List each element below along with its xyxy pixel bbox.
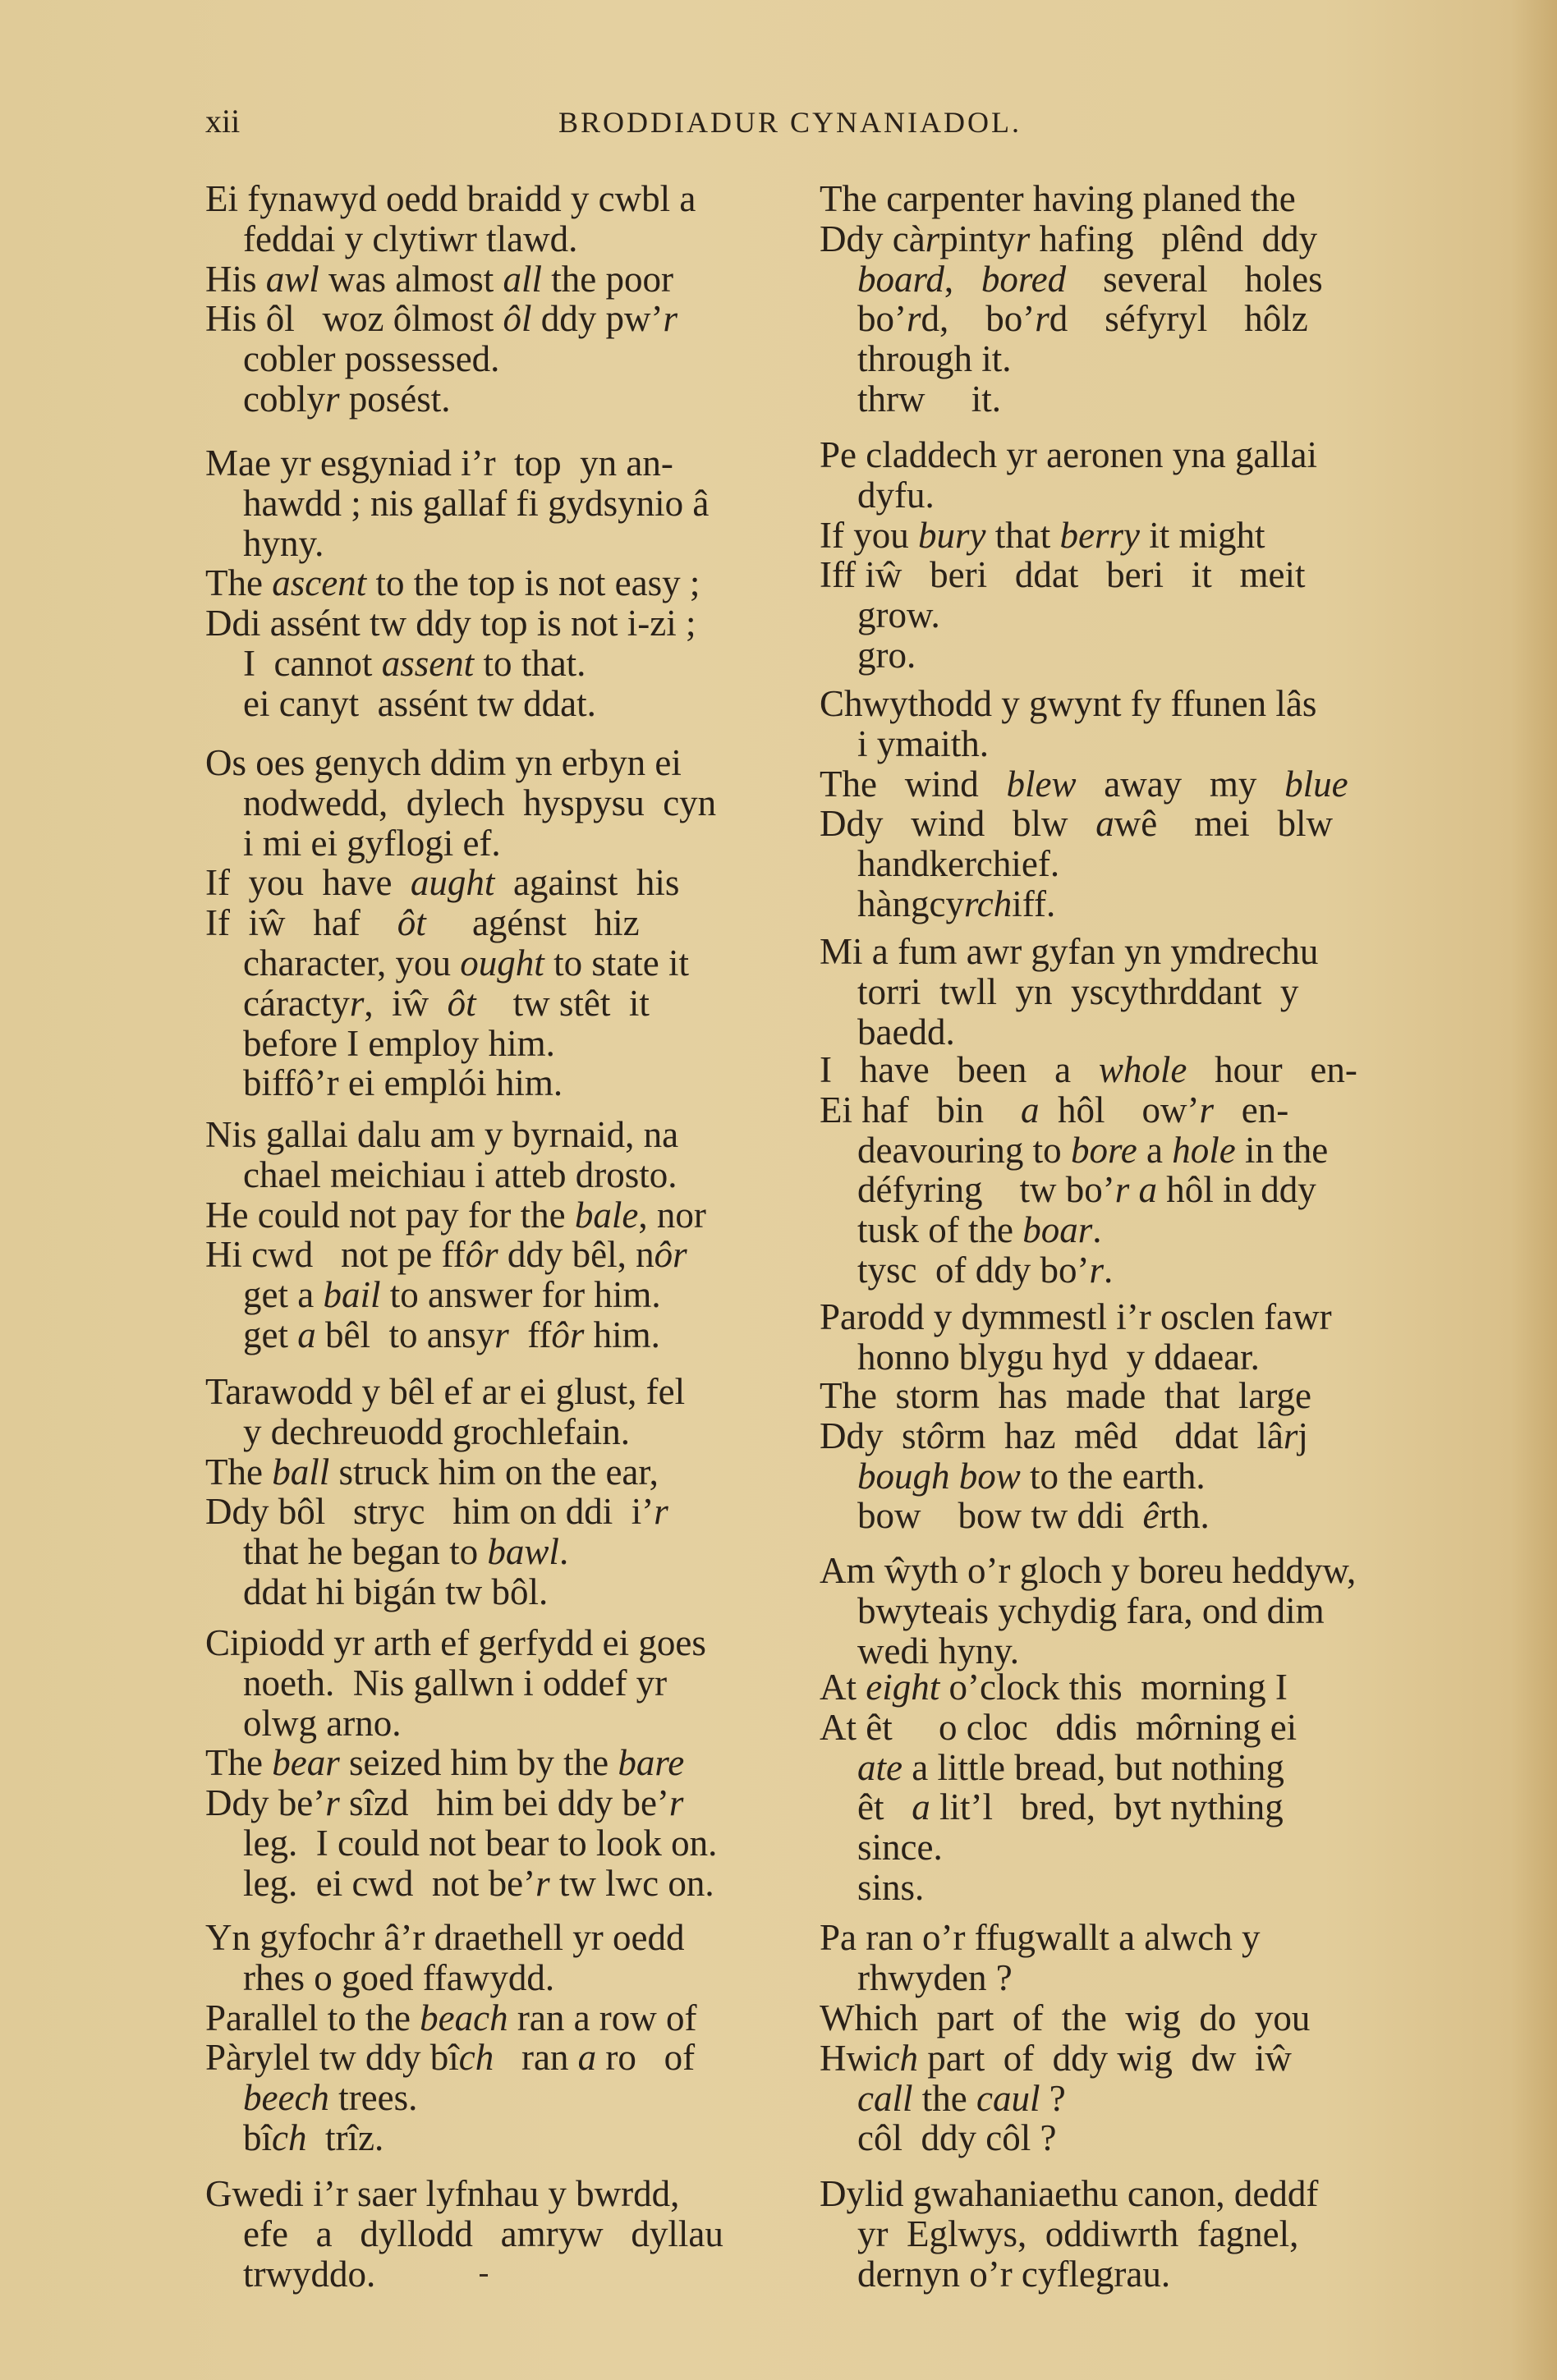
italic-text: ate bbox=[857, 1746, 903, 1788]
entry-block bbox=[820, 684, 1431, 924]
entry-block bbox=[820, 2174, 1431, 2294]
text-line: cobler possessed. bbox=[243, 338, 500, 380]
italic-text: r bbox=[663, 298, 678, 340]
text-line: Am ŵyth o’r gloch y boreu heddyw, bbox=[820, 1550, 1357, 1591]
text-line: since. bbox=[857, 1827, 943, 1869]
italic-text: blue bbox=[1284, 763, 1348, 805]
text-line: rhwyden ? bbox=[857, 1956, 1013, 1998]
italic-text: ô bbox=[926, 1415, 945, 1456]
italic-text: ôr bbox=[654, 1234, 687, 1276]
italic-text: r bbox=[535, 1862, 550, 1904]
text-line: cáractyr, iŵ ôt tw stêt it bbox=[243, 982, 650, 1024]
text-line: ei canyt assént tw ddat. bbox=[243, 682, 596, 724]
text-line: beech trees. bbox=[243, 2077, 418, 2119]
text-line: ate a little bread, but nothing bbox=[857, 1746, 1284, 1788]
italic-text: r bbox=[494, 1314, 509, 1355]
text-line: côl ddy côl ? bbox=[857, 2117, 1057, 2159]
text-line: chael meichiau i atteb drosto. bbox=[243, 1153, 677, 1195]
text-line: Ei fynawyd oedd braidd y cwbl a bbox=[205, 178, 696, 219]
italic-text: ôt bbox=[397, 902, 426, 944]
italic-text: r bbox=[907, 298, 921, 340]
text-line: Ddy càrpintyr hafing plênd ddy bbox=[820, 218, 1318, 259]
italic-text: r bbox=[324, 378, 340, 420]
text-line: feddai y clytiwr tlawd. bbox=[243, 218, 578, 259]
text-line: honno blygu hyd y ddaear. bbox=[857, 1336, 1260, 1378]
text-line: character, you ought to state it bbox=[243, 942, 690, 984]
text-line: baedd. bbox=[857, 1011, 955, 1052]
text-line: Hwich part of ddy wig dw iŵ bbox=[820, 2037, 1292, 2079]
text-line: i ymaith. bbox=[857, 722, 989, 764]
text-line: Mi a fum awr gyfan yn ymdrechu bbox=[820, 931, 1319, 972]
text-line: hyny. bbox=[243, 522, 324, 564]
text-line: Ddy wind blw awê mei blw bbox=[820, 803, 1333, 845]
italic-text: r bbox=[654, 1491, 668, 1533]
text-line: Pàrylel tw ddy bîch ran a ro of bbox=[205, 2037, 696, 2079]
text-line: défyring tw bo’r a hôl in ddy bbox=[857, 1169, 1316, 1211]
text-line: His awl was almost all the poor bbox=[205, 258, 674, 300]
text-line: before I employ him. bbox=[243, 1022, 555, 1064]
italic-text: board bbox=[857, 258, 944, 300]
entry-block bbox=[205, 1115, 813, 1355]
text-line: call the caul ? bbox=[857, 2077, 1066, 2119]
italic-text: ought bbox=[460, 942, 544, 984]
text-line: nodwedd, dylech hyspysu cyn bbox=[243, 782, 717, 823]
italic-text: ch bbox=[272, 2116, 307, 2158]
italic-text: beach bbox=[420, 1997, 508, 2038]
italic-text: r bbox=[1089, 1249, 1104, 1291]
text-line: Parodd y dymmestl i’r osclen fawr bbox=[820, 1296, 1332, 1337]
text-line: handkerchief. bbox=[857, 843, 1060, 885]
entry-block bbox=[820, 1297, 1431, 1378]
text-line: rhes o goed ffawydd. bbox=[243, 1956, 555, 1998]
text-line: The ascent to the top is not easy ; bbox=[205, 562, 700, 604]
text-line: bîch trîz. bbox=[243, 2116, 384, 2158]
text-line: Nis gallai dalu am y byrnaid, na bbox=[205, 1114, 679, 1155]
italic-text: bore bbox=[1070, 1129, 1137, 1171]
italic-text: call bbox=[857, 2077, 913, 2119]
italic-text: ôl bbox=[503, 298, 532, 340]
italic-text: r bbox=[1283, 1415, 1298, 1456]
italic-text: blew bbox=[1006, 763, 1077, 805]
italic-text: bear bbox=[272, 1742, 340, 1784]
italic-text: a bbox=[912, 1786, 930, 1828]
italic-text: rch bbox=[963, 883, 1013, 924]
italic-text: a bbox=[1020, 1089, 1040, 1130]
text-line: deavouring to bore a hole in the bbox=[857, 1129, 1329, 1171]
entry-block bbox=[820, 1376, 1431, 1536]
text-line: The ball struck him on the ear, bbox=[205, 1451, 659, 1493]
entry-block bbox=[205, 1623, 813, 1904]
text-line: Pa ran o’r ffugwallt a alwch y bbox=[820, 1917, 1261, 1958]
entry-block bbox=[820, 1998, 1431, 2158]
text-line: Tarawodd y bêl ef ar ei glust, fel bbox=[205, 1371, 686, 1412]
text-line: ddat hi bigán tw bôl. bbox=[243, 1571, 549, 1612]
text-line: The wind blew away my blue bbox=[820, 763, 1348, 805]
italic-text: ch bbox=[458, 2037, 494, 2079]
text-line: tysc of ddy bo’r. bbox=[857, 1249, 1114, 1291]
italic-text: caul bbox=[976, 2077, 1040, 2119]
text-line: Ddi assént tw ddy top is not i-zi ; bbox=[205, 603, 696, 644]
italic-text: r bbox=[325, 1782, 340, 1824]
text-line: wedi hyny. bbox=[857, 1630, 1020, 1672]
italic-text: a bbox=[297, 1314, 316, 1355]
text-line: He could not pay for the bale, nor bbox=[205, 1194, 706, 1236]
text-line: I have been a whole hour en- bbox=[820, 1049, 1357, 1090]
italic-text: bare bbox=[618, 1742, 685, 1784]
entry-block bbox=[820, 1667, 1431, 1908]
entry-block bbox=[205, 1918, 813, 2158]
text-line: sins. bbox=[857, 1866, 925, 1908]
italic-text: ô bbox=[1164, 1706, 1183, 1748]
entry-block bbox=[820, 1551, 1431, 1671]
entry-block bbox=[820, 179, 1431, 420]
italic-text: ê bbox=[1142, 1495, 1160, 1537]
text-line: leg. I could not bear to look on. bbox=[243, 1822, 718, 1864]
italic-text: r bbox=[925, 218, 940, 259]
text-line: get a bail to answer for him. bbox=[243, 1274, 661, 1316]
italic-text: hole bbox=[1172, 1129, 1236, 1171]
italic-text: ôr bbox=[551, 1314, 585, 1355]
text-line: tusk of the boar. bbox=[857, 1209, 1102, 1251]
text-line: bo’rd, bo’rd séfyryl hôlz bbox=[857, 298, 1308, 340]
entry-block bbox=[820, 1918, 1431, 1998]
text-line: êt a lit’l bred, byt nything bbox=[857, 1786, 1284, 1828]
text-line: y dechreuodd grochlefain. bbox=[243, 1410, 631, 1452]
italic-text: r bbox=[349, 982, 365, 1024]
text-line: hàngcyrchiff. bbox=[857, 883, 1056, 924]
italic-text: beech bbox=[243, 2077, 329, 2119]
entry-block bbox=[205, 179, 813, 420]
text-line: coblyr posést. bbox=[243, 378, 451, 420]
text-line: The carpenter having planed the bbox=[820, 178, 1296, 219]
text-line: bow bow tw ddi êrth. bbox=[857, 1495, 1210, 1537]
italic-text: a bbox=[1095, 803, 1114, 845]
entry-block bbox=[820, 1050, 1431, 1291]
italic-text: assent bbox=[381, 642, 475, 684]
text-line: leg. ei cwd not be’r tw lwc on. bbox=[243, 1862, 714, 1904]
text-line: If you have aught against his bbox=[205, 862, 680, 904]
italic-text: ascent bbox=[272, 562, 367, 604]
italic-text: bawl bbox=[487, 1531, 559, 1573]
text-line: thrw it. bbox=[857, 378, 1001, 420]
italic-text: bury bbox=[917, 514, 986, 556]
text-line: dernyn o’r cyflegrau. bbox=[857, 2253, 1171, 2295]
text-line: If iŵ haf ôt agénst hiz bbox=[205, 902, 640, 944]
text-line: through it. bbox=[857, 338, 1012, 380]
text-line: get a bêl to ansyr ffôr him. bbox=[243, 1314, 660, 1355]
italic-text: boar bbox=[1022, 1209, 1093, 1251]
text-line: His ôl woz ôlmost ôl ddy pw’r bbox=[205, 298, 678, 340]
italic-text: r a bbox=[1114, 1169, 1157, 1211]
entry-block bbox=[820, 435, 1431, 676]
text-line: The bear seized him by the bare bbox=[205, 1742, 685, 1784]
text-line: Ddy stôrm haz mêd ddat lârj bbox=[820, 1415, 1308, 1456]
italic-text: ball bbox=[272, 1451, 330, 1493]
text-line: Ei haf bin a hôl ow’r en- bbox=[820, 1089, 1289, 1130]
text-line: dyfu. bbox=[857, 474, 935, 516]
text-line: Mae yr esgyniad i’r top yn an- bbox=[205, 443, 673, 484]
text-line: trwyddo. bbox=[243, 2253, 376, 2295]
text-line: Dylid gwahaniaethu canon, deddf bbox=[820, 2173, 1319, 2214]
italic-text: r bbox=[668, 1782, 684, 1824]
text-line: Parallel to the beach ran a row of bbox=[205, 1997, 697, 2038]
italic-text: r bbox=[1035, 298, 1049, 340]
text-line: gro. bbox=[857, 634, 916, 676]
italic-text: bored bbox=[981, 258, 1067, 300]
italic-text: r bbox=[1199, 1089, 1214, 1130]
italic-text: eight bbox=[866, 1667, 940, 1708]
text-line: i mi ei gyflogi ef. bbox=[243, 822, 501, 864]
text-line: noeth. Nis gallwn i oddef yr bbox=[243, 1662, 668, 1704]
text-line: yr Eglwys, oddiwrth fagnel, bbox=[857, 2213, 1299, 2254]
text-line: Cipiodd yr arth ef gerfydd ei goes bbox=[205, 1622, 706, 1663]
text-line: At êt o cloc ddis môrning ei bbox=[820, 1706, 1298, 1748]
italic-text: whole bbox=[1098, 1049, 1187, 1090]
text-line: At eight o’clock this morning I bbox=[820, 1667, 1288, 1708]
text-line: Ddy bôl stryc him on ddi i’r bbox=[205, 1491, 668, 1533]
entry-block bbox=[205, 443, 813, 724]
text-line: Pe claddech yr aeronen yna gallai bbox=[820, 434, 1317, 475]
text-line: bwyteais ychydig fara, ond dim bbox=[857, 1589, 1325, 1631]
italic-text: ôr bbox=[465, 1234, 498, 1276]
italic-text: ôt bbox=[447, 982, 476, 1024]
text-line: Gwedi i’r saer lyfnhau y bwrdd, bbox=[205, 2173, 680, 2214]
italic-text: aught bbox=[410, 862, 495, 904]
text-line: Os oes genych ddim yn erbyn ei bbox=[205, 742, 682, 783]
entry-block bbox=[820, 932, 1431, 1052]
italic-text: ch bbox=[883, 2037, 918, 2079]
italic-text: awl bbox=[265, 258, 319, 300]
text-line: Iff iŵ beri ddat beri it meit bbox=[820, 554, 1306, 596]
text-line: Chwythodd y gwynt fy ffunen lâs bbox=[820, 683, 1317, 724]
italic-text: bail bbox=[323, 1274, 381, 1316]
italic-text: r bbox=[1015, 218, 1031, 259]
text-line: olwg arno. bbox=[243, 1702, 402, 1744]
text-line: that he began to bawl. bbox=[243, 1531, 569, 1573]
text-line: grow. bbox=[857, 594, 940, 636]
text-line: The storm has made that large bbox=[820, 1375, 1311, 1416]
italic-text: a bbox=[577, 2037, 597, 2079]
text-line: Which part of the wig do you bbox=[820, 1997, 1311, 2038]
text-line: Ddy be’r sîzd him bei ddy be’r bbox=[205, 1782, 684, 1824]
italic-text: bale bbox=[574, 1194, 639, 1236]
italic-text: berry bbox=[1059, 514, 1140, 556]
text-line: I cannot assent to that. bbox=[243, 642, 586, 684]
entry-block bbox=[205, 743, 813, 1103]
text-line: board, bored several holes bbox=[857, 258, 1323, 300]
page-number: xii bbox=[205, 103, 241, 140]
running-title: BRODDIADUR CYNANIADOL. bbox=[558, 106, 1022, 139]
text-line: Yn gyfochr â’r draethell yr oedd bbox=[205, 1917, 685, 1958]
text-line: torri twll yn yscythrddant y bbox=[857, 970, 1299, 1012]
text-line: If you bury that berry it might bbox=[820, 514, 1265, 556]
text-line: biffô’r ei emplói him. bbox=[243, 1062, 563, 1104]
text-line: bough bow to the earth. bbox=[857, 1455, 1206, 1497]
entry-block bbox=[205, 2174, 813, 2294]
text-line: hawdd ; nis gallaf fi gydsynio â bbox=[243, 482, 710, 524]
italic-text: bough bow bbox=[857, 1455, 1021, 1497]
text-line: Hi cwd not pe ffôr ddy bêl, nôr bbox=[205, 1234, 687, 1276]
text-line: efe a dyllodd amryw dyllau bbox=[243, 2213, 723, 2254]
printer-mark bbox=[480, 2274, 488, 2277]
entry-block bbox=[205, 1372, 813, 1612]
italic-text: all bbox=[503, 258, 543, 300]
